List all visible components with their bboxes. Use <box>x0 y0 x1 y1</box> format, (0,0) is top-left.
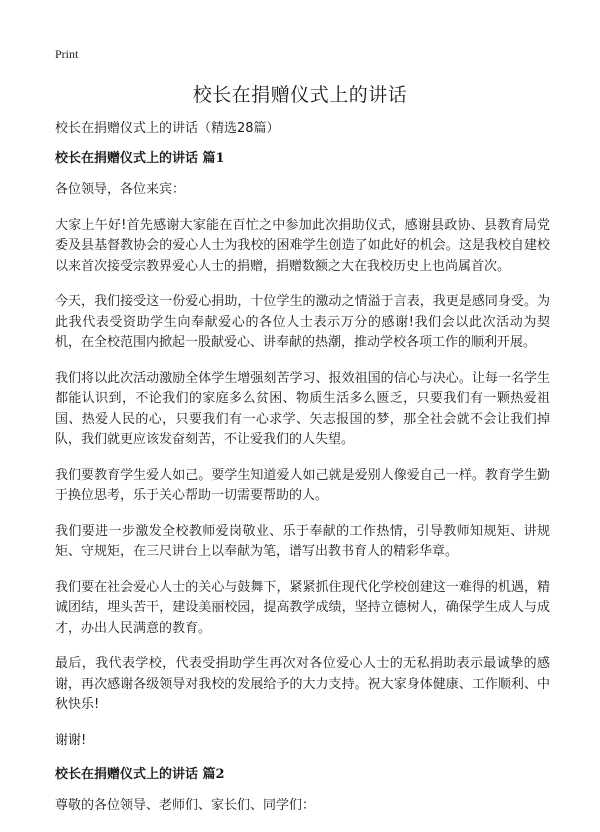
paragraph: 我们要进一步激发全校教师爱岗敬业、乐于奉献的工作热情，引导教师知规矩、讲规矩、守规矩，在三尺讲台上以奉献为笔，谱写出教书育人的精彩华章。 <box>55 523 550 559</box>
paragraph: 我们将以此次活动激励全体学生增强刻苦学习、报效祖国的信心与决心。让每一名学生都能认识到，不论我们的家庭多么贫困、物质生活多么匮乏，只要我们有一颗热爱祖国、热爱人民的心，只要我们有一心求学、矢志报国的梦，那全社会就不会让我们掉队，我们就更应该发奋刻苦，不让爱我们的人失望。 <box>55 370 550 447</box>
section-heading-1: 校长在捐赠仪式上的讲话 篇1 <box>55 151 225 166</box>
paragraph-greeting: 各位领导，各位来宾： <box>55 182 186 197</box>
page-title: 校长在捐赠仪式上的讲话 <box>192 84 408 106</box>
paragraph: 最后，我代表学校，代表受捐助学生再次对各位爱心人士的无私捐助表示最诚挚的感谢，再次感谢各级领导对我校的发展给予的大力支持。祝大家身体健康、工作顺利、中秋快乐! <box>55 656 550 712</box>
document-subtitle: 校长在捐赠仪式上的讲话（精选28篇） <box>55 121 280 136</box>
print-link[interactable]: Print <box>55 47 79 61</box>
paragraph: 今天，我们接受这一份爱心捐助，十位学生的激动之情溢于言表，我更是感同身受。为此我代表受资助学生向奉献爱心的各位人士表示万分的感谢!我们会以此次活动为契机，在全校范围内掀起一股献爱心、讲奉献的热潮，推动学校各项工作的顺利开展。 <box>55 294 550 350</box>
paragraph: 我们要教育学生爱人如己。要学生知道爱人如己就是爱别人像爱自己一样。教育学生勤于换位思考，乐于关心帮助一切需要帮助的人。 <box>55 467 550 503</box>
paragraph-greeting: 尊敬的各位领导、老师们、家长们、同学们： <box>55 798 316 813</box>
paragraph: 我们要在社会爱心人士的关心与鼓舞下，紧紧抓住现代化学校创建这一难得的机遇，精诚团结，埋头苦干，建设美丽校园，提高教学成绩，坚持立德树人，确保学生成人与成才，办出人民满意的教育。 <box>55 579 550 636</box>
section-heading-2: 校长在捐赠仪式上的讲话 篇2 <box>55 767 225 782</box>
paragraph-thanks: 谢谢! <box>55 732 87 748</box>
paragraph: 大家上午好!首先感谢大家能在百忙之中参加此次捐助仪式，感谢县政协、县教育局党委及县基督教协会的爱心人士为我校的困难学生创造了如此好的机会。这是我校自建校以来首次接受宗教界爱心人士的捐赠，捐赠数额之大在我校历史上也尚属首次。 <box>55 217 550 274</box>
document-body <box>55 120 550 832</box>
